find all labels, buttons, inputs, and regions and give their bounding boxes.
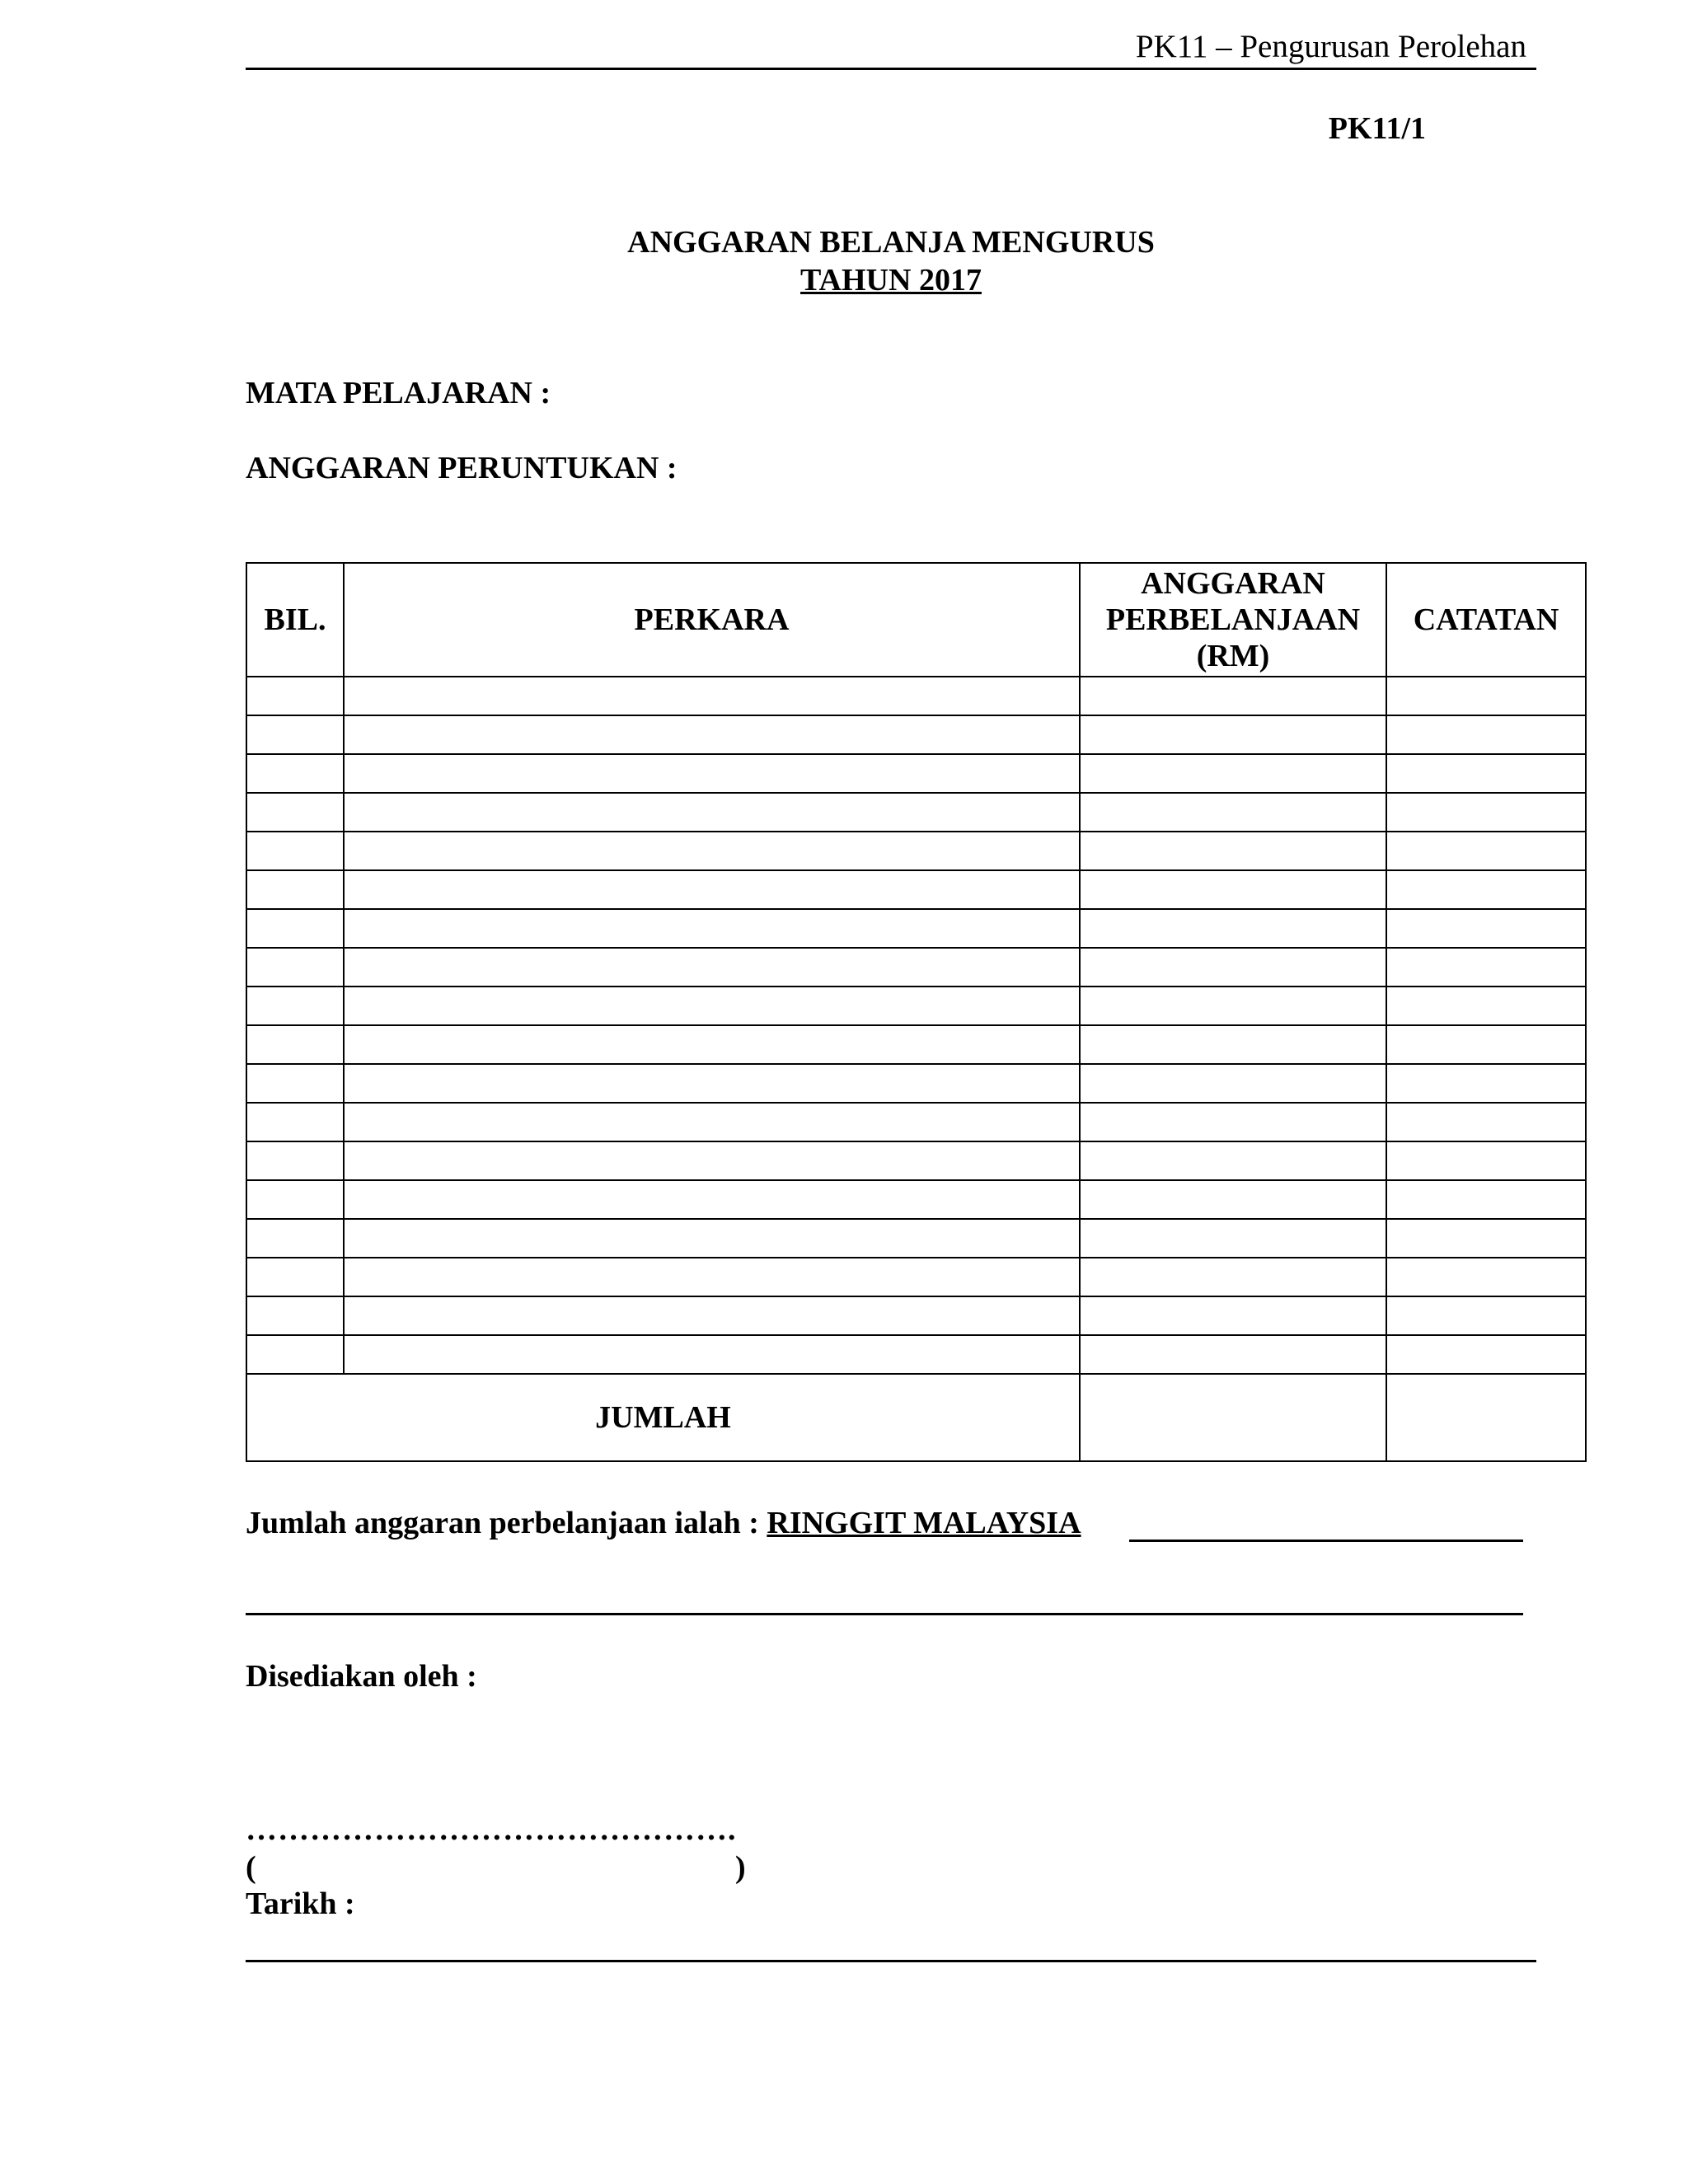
table-row: [246, 948, 1586, 987]
anggaran-cell[interactable]: [1080, 1064, 1386, 1103]
total-sentence: [246, 1505, 1081, 1541]
catatan-cell[interactable]: [1386, 1296, 1586, 1335]
catatan-cell[interactable]: [1386, 1258, 1586, 1296]
bil-cell[interactable]: [246, 1180, 344, 1219]
perkara-cell[interactable]: [344, 1103, 1080, 1141]
table-row: [246, 987, 1586, 1025]
budget-table: [246, 562, 1587, 1462]
table-row: [246, 1219, 1586, 1258]
table-row: [246, 677, 1586, 715]
perkara-cell[interactable]: [344, 909, 1080, 948]
column-header-anggaran-line2: PERBELANJAAN: [1105, 602, 1361, 637]
catatan-cell[interactable]: [1386, 832, 1586, 870]
bil-cell[interactable]: [246, 1335, 344, 1374]
column-header-catatan: CATATAN: [1386, 563, 1586, 677]
perkara-cell[interactable]: [344, 715, 1080, 754]
catatan-cell[interactable]: [1386, 987, 1586, 1025]
anggaran-cell[interactable]: [1080, 1335, 1386, 1374]
table-row: [246, 1141, 1586, 1180]
anggaran-cell[interactable]: [1080, 1103, 1386, 1141]
table-row: [246, 1025, 1586, 1064]
bil-cell[interactable]: [246, 1025, 344, 1064]
catatan-cell[interactable]: [1386, 1141, 1586, 1180]
total-remark-cell[interactable]: [1386, 1374, 1586, 1461]
bil-cell[interactable]: [246, 987, 344, 1025]
total-row: [246, 1374, 1586, 1461]
catatan-cell[interactable]: [1386, 1064, 1586, 1103]
column-header-anggaran-line1: ANGGARAN: [1141, 566, 1325, 601]
bil-cell[interactable]: [246, 754, 344, 793]
catatan-cell[interactable]: [1386, 1103, 1586, 1141]
footer-rule: [246, 1960, 1536, 1962]
anggaran-cell[interactable]: [1080, 987, 1386, 1025]
total-sentence-text: Jumlah anggaran perbelanjaan ialah :: [246, 1506, 759, 1540]
perkara-cell[interactable]: [344, 793, 1080, 832]
bil-cell[interactable]: [246, 793, 344, 832]
total-label: JUMLAH: [246, 1374, 1080, 1461]
catatan-cell[interactable]: [1386, 1025, 1586, 1064]
catatan-cell[interactable]: [1386, 1180, 1586, 1219]
bil-cell[interactable]: [246, 1296, 344, 1335]
table-row: [246, 1180, 1586, 1219]
catatan-cell[interactable]: [1386, 677, 1586, 715]
perkara-cell[interactable]: [344, 1180, 1080, 1219]
perkara-cell[interactable]: [344, 987, 1080, 1025]
table-row: [246, 1103, 1586, 1141]
budget-table-body: [246, 677, 1586, 1374]
anggaran-cell[interactable]: [1080, 1025, 1386, 1064]
table-row: [246, 1258, 1586, 1296]
date-label: Tarikh :: [246, 1886, 355, 1921]
catatan-cell[interactable]: [1386, 793, 1586, 832]
table-row: [246, 1296, 1586, 1335]
table-row: [246, 754, 1586, 793]
table-row: [246, 715, 1586, 754]
perkara-cell[interactable]: [344, 1258, 1080, 1296]
running-header: PK11 – Pengurusan Perolehan: [1135, 29, 1526, 64]
document-title: ANGGARAN BELANJA MENGURUS: [627, 225, 1155, 260]
perkara-cell[interactable]: [344, 1296, 1080, 1335]
anggaran-cell[interactable]: [1080, 1296, 1386, 1335]
bil-cell[interactable]: [246, 1064, 344, 1103]
catatan-cell[interactable]: [1386, 754, 1586, 793]
perkara-cell[interactable]: [344, 1025, 1080, 1064]
table-row: [246, 909, 1586, 948]
form-code: PK11/1: [1328, 111, 1426, 146]
perkara-cell[interactable]: [344, 1335, 1080, 1374]
document-year-text: TAHUN 2017: [800, 263, 982, 298]
column-header-perkara: PERKARA: [344, 563, 1080, 677]
perkara-cell[interactable]: [344, 677, 1080, 715]
document-year: [246, 261, 1536, 299]
catatan-cell[interactable]: [1386, 715, 1586, 754]
anggaran-cell[interactable]: [1080, 793, 1386, 832]
bil-cell[interactable]: [246, 677, 344, 715]
perkara-cell[interactable]: [344, 948, 1080, 987]
perkara-cell[interactable]: [344, 754, 1080, 793]
catatan-cell[interactable]: [1386, 948, 1586, 987]
amount-in-words-line-2[interactable]: [246, 1613, 1523, 1615]
anggaran-cell[interactable]: [1080, 715, 1386, 754]
column-header-anggaran-line3: (RM): [1196, 639, 1270, 673]
amount-in-words-line-1[interactable]: [1129, 1540, 1523, 1542]
bil-cell[interactable]: [246, 1258, 344, 1296]
table-row: [246, 793, 1586, 832]
name-paren-open: (: [246, 1850, 256, 1885]
catatan-cell[interactable]: [1386, 1219, 1586, 1258]
subject-label: MATA PELAJARAN :: [246, 376, 551, 410]
bil-cell[interactable]: [246, 715, 344, 754]
bil-cell[interactable]: [246, 1103, 344, 1141]
table-row: [246, 1064, 1586, 1103]
bil-cell[interactable]: [246, 1219, 344, 1258]
bil-cell[interactable]: [246, 870, 344, 909]
anggaran-cell[interactable]: [1080, 754, 1386, 793]
bil-cell[interactable]: [246, 832, 344, 870]
perkara-cell[interactable]: [344, 1141, 1080, 1180]
anggaran-cell[interactable]: [1080, 948, 1386, 987]
anggaran-cell[interactable]: [1080, 909, 1386, 948]
anggaran-cell[interactable]: [1080, 1141, 1386, 1180]
anggaran-cell[interactable]: [1080, 1258, 1386, 1296]
table-row: [246, 832, 1586, 870]
table-header-row: [246, 563, 1586, 677]
perkara-cell[interactable]: [344, 1219, 1080, 1258]
table-row: [246, 1335, 1586, 1374]
table-row: [246, 870, 1586, 909]
bil-cell[interactable]: [246, 909, 344, 948]
catatan-cell[interactable]: [1386, 870, 1586, 909]
total-amount-cell[interactable]: [1080, 1374, 1386, 1461]
perkara-cell[interactable]: [344, 1064, 1080, 1103]
catatan-cell[interactable]: [1386, 1335, 1586, 1374]
anggaran-cell[interactable]: [1080, 1180, 1386, 1219]
prepared-by-label: Disediakan oleh :: [246, 1659, 477, 1694]
perkara-cell[interactable]: [344, 832, 1080, 870]
allocation-label: ANGGARAN PERUNTUKAN :: [246, 451, 678, 485]
bil-cell[interactable]: [246, 948, 344, 987]
column-header-bil: BIL.: [246, 563, 344, 677]
name-paren-close: ): [735, 1850, 746, 1885]
column-header-anggaran: [1080, 563, 1386, 677]
anggaran-cell[interactable]: [1080, 1219, 1386, 1258]
anggaran-cell[interactable]: [1080, 677, 1386, 715]
anggaran-cell[interactable]: [1080, 870, 1386, 909]
signature-line[interactable]: ……………………………………….: [246, 1812, 737, 1847]
perkara-cell[interactable]: [344, 870, 1080, 909]
header-rule: [246, 68, 1536, 70]
catatan-cell[interactable]: [1386, 909, 1586, 948]
anggaran-cell[interactable]: [1080, 832, 1386, 870]
currency-label: RINGGIT MALAYSIA: [767, 1506, 1081, 1540]
bil-cell[interactable]: [246, 1141, 344, 1180]
